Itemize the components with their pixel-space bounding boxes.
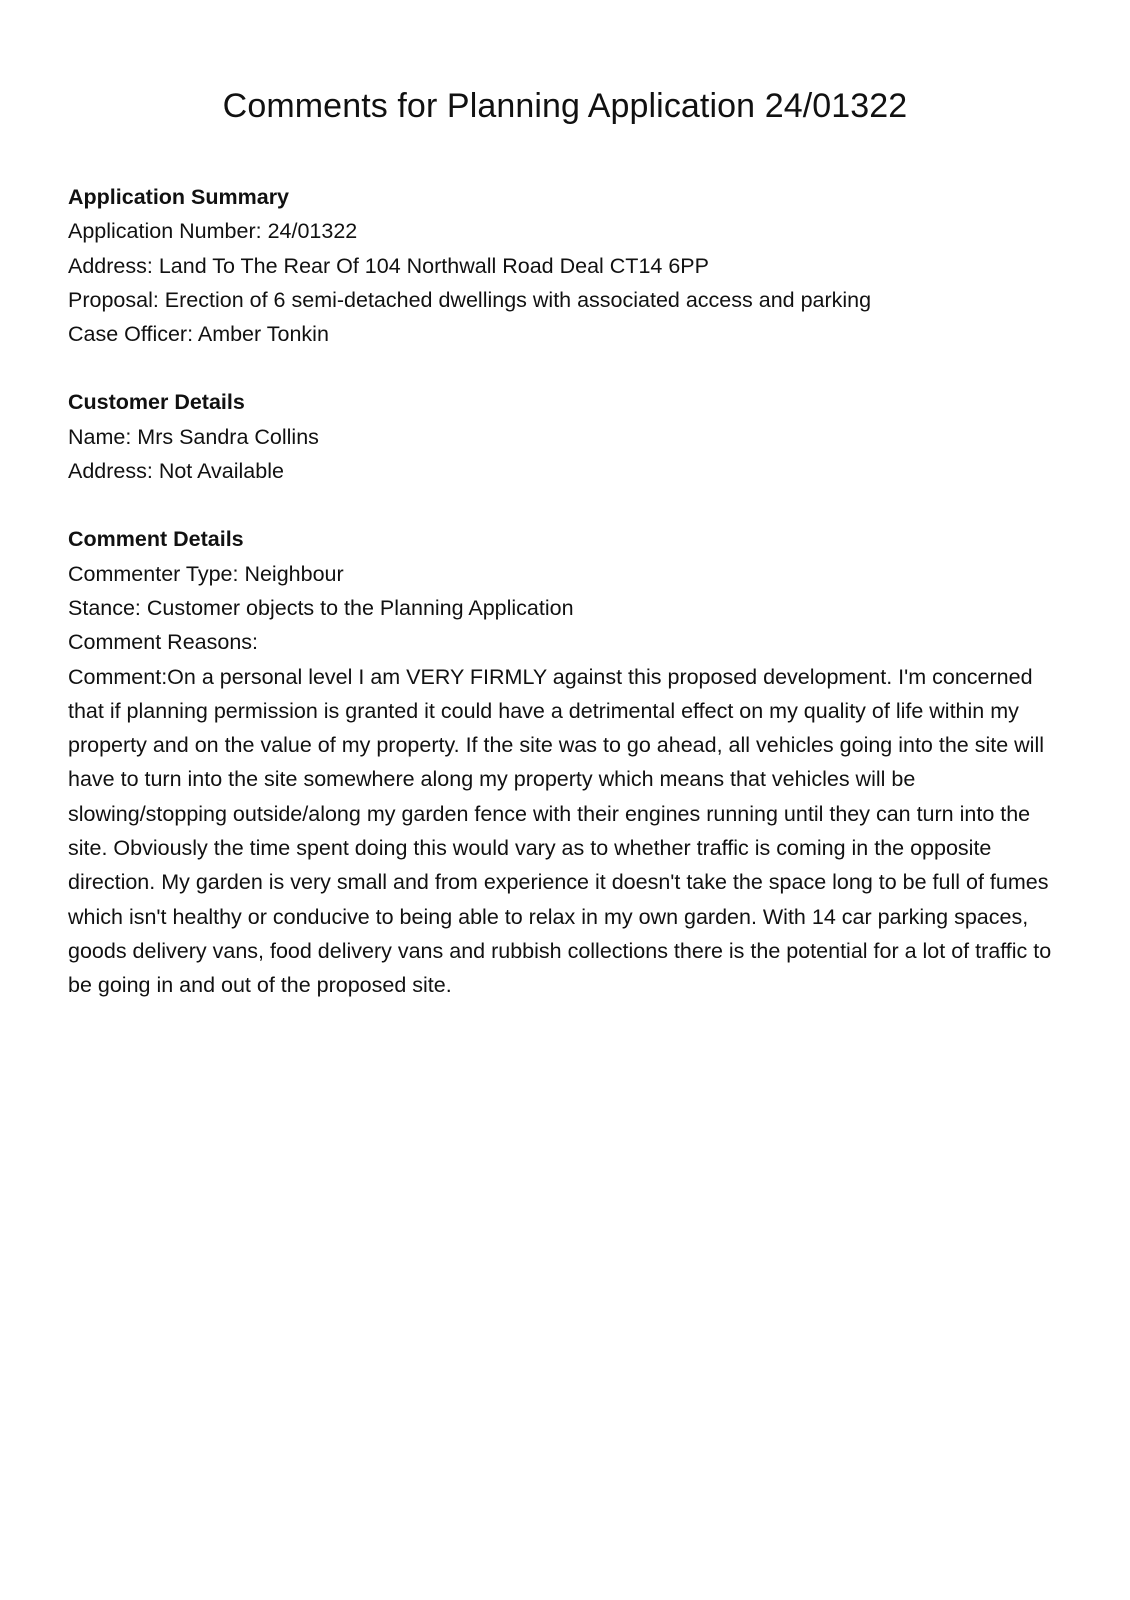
customer-name: Name: Mrs Sandra Collins [68, 424, 319, 449]
application-proposal: Proposal: Erection of 6 semi-detached dwellings with associated access and parking [68, 287, 872, 312]
customer-details-section [68, 385, 1068, 488]
customer-details-heading: Customer Details [68, 390, 245, 415]
comment-text: Comment:On a personal level I am VERY FIRMLY against this proposed development. I'm concerned that if planning permission is granted it could have a detrimental effect on my quality of life within my property and on the value of my property. If the site was to go ahead, all vehicles going into the site will have to turn into the site somewhere along my property which means that vehicles will be slowing/stopping outside/along my garden fence with their engines running until they can turn into the site. Obviously the time spent doing this would vary as to whether traffic is coming in the opposite direction. My garden is very small and from experience it doesn't take the space long to be full of fumes which isn't healthy or conducive to being able to relax in my own garden. With 14 car parking spaces, goods delivery vans, food delivery vans and rubbish collections there is the potential for a lot of traffic to be going in and out of the proposed site. [68, 664, 1052, 998]
commenter-type: Commenter Type: Neighbour [68, 561, 344, 586]
application-summary-section [68, 180, 1068, 351]
comment-reasons: Comment Reasons: [68, 630, 258, 655]
application-address: Address: Land To The Rear Of 104 Northwall Road Deal CT14 6PP [68, 253, 709, 278]
customer-address: Address: Not Available [68, 459, 284, 484]
application-summary-heading: Application Summary [68, 185, 290, 209]
case-officer: Case Officer: Amber Tonkin [68, 322, 329, 347]
document-body [68, 180, 1068, 1037]
comment-details-heading: Comment Details [68, 527, 244, 552]
page-title: Comments for Planning Application 24/01322 [222, 87, 908, 125]
application-number: Application Number: 24/01322 [68, 219, 358, 244]
stance: Stance: Customer objects to the Planning Application [68, 595, 574, 620]
comment-details-section [68, 522, 1068, 1002]
